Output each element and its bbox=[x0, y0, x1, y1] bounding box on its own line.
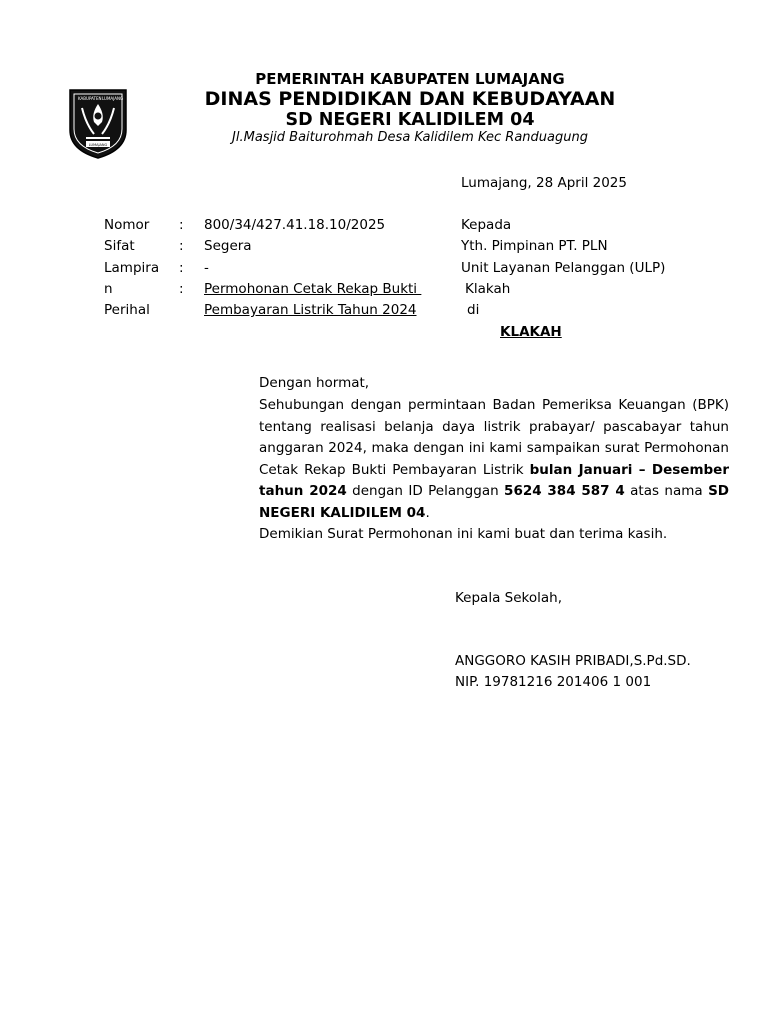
recipient-line3: Klakah bbox=[465, 281, 511, 297]
signature-title: Kepala Sekolah, bbox=[455, 590, 562, 606]
perihal-value-line1: Permohonan Cetak Rekap Bukti bbox=[204, 281, 422, 297]
lampiran-label: Lampira bbox=[104, 260, 160, 276]
nomor-value: 800/34/427.41.18.10/2025 bbox=[204, 217, 386, 233]
body-customer-id: 5624 384 587 4 bbox=[504, 483, 625, 499]
perihal-colon: : bbox=[179, 281, 184, 297]
sifat-colon: : bbox=[179, 238, 184, 254]
recipient-line2: Unit Layanan Pelanggan (ULP) bbox=[461, 260, 666, 276]
letterhead-government: PEMERINTAH KABUPATEN LUMAJANG bbox=[255, 70, 565, 88]
recipient-kepada: Kepada bbox=[461, 217, 512, 233]
logo-text-left: KABUPATEN bbox=[78, 96, 102, 101]
logo-text-bottom: LUMAJANG bbox=[88, 143, 108, 147]
closing-sentence: Demikian Surat Permohonan ini kami buat dan terima kasih. bbox=[259, 526, 668, 542]
letterhead-address: Jl.Masjid Baiturohmah Desa Kalidilem Kec Randuagung bbox=[232, 130, 588, 145]
recipient-city: KLAKAH bbox=[500, 324, 562, 340]
letter-body bbox=[197, 395, 729, 546]
body-text-e: atas nama bbox=[624, 483, 709, 499]
logo-text-right: LUMAJANG bbox=[102, 96, 124, 101]
perihal-label: Perihal bbox=[104, 302, 150, 318]
letterhead-department: DINAS PENDIDIKAN DAN KEBUDAYAAN bbox=[204, 88, 616, 110]
body-school-name: SD NEGERI KALIDILEM 04 bbox=[259, 483, 729, 521]
body-text-a: Sehubungan dengan permintaan Badan Pemeriksa Keuangan (BPK) tentang realisasi belanja daya listrik prabayar/ pascabayar tahun anggaran 2024, maka dengan ini kami sampaikan surat Permohonan Cetak Rekap Bukti Pembayaran Listrik bbox=[259, 397, 729, 478]
letterhead-school: SD NEGERI KALIDILEM 04 bbox=[285, 110, 535, 130]
body-text-g: . bbox=[425, 504, 430, 521]
perihal-value-line2: Pembayaran Listrik Tahun 2024 bbox=[204, 302, 417, 318]
sifat-value: Segera bbox=[204, 238, 252, 254]
lampiran-colon: : bbox=[179, 260, 184, 276]
recipient-di: di bbox=[467, 302, 480, 318]
signature-nip: NIP. 19781216 201406 1 001 bbox=[455, 674, 652, 690]
letter-date: Lumajang, 28 April 2025 bbox=[461, 175, 627, 191]
signature-name: ANGGORO KASIH PRIBADI,S.Pd.SD. bbox=[455, 653, 691, 669]
sifat-label: Sifat bbox=[104, 238, 135, 254]
nomor-colon: : bbox=[179, 217, 184, 233]
recipient-line1: Yth. Pimpinan PT. PLN bbox=[461, 238, 608, 254]
body-period: bulan Januari – Desember tahun 2024 bbox=[259, 461, 729, 499]
lampiran-label-cont: n bbox=[104, 281, 113, 297]
lampiran-value: - bbox=[204, 260, 209, 276]
body-paragraph bbox=[197, 395, 729, 524]
nomor-label: Nomor bbox=[104, 217, 150, 233]
greeting: Dengan hormat, bbox=[259, 375, 370, 391]
body-text-c: dengan ID Pelanggan bbox=[346, 483, 505, 499]
